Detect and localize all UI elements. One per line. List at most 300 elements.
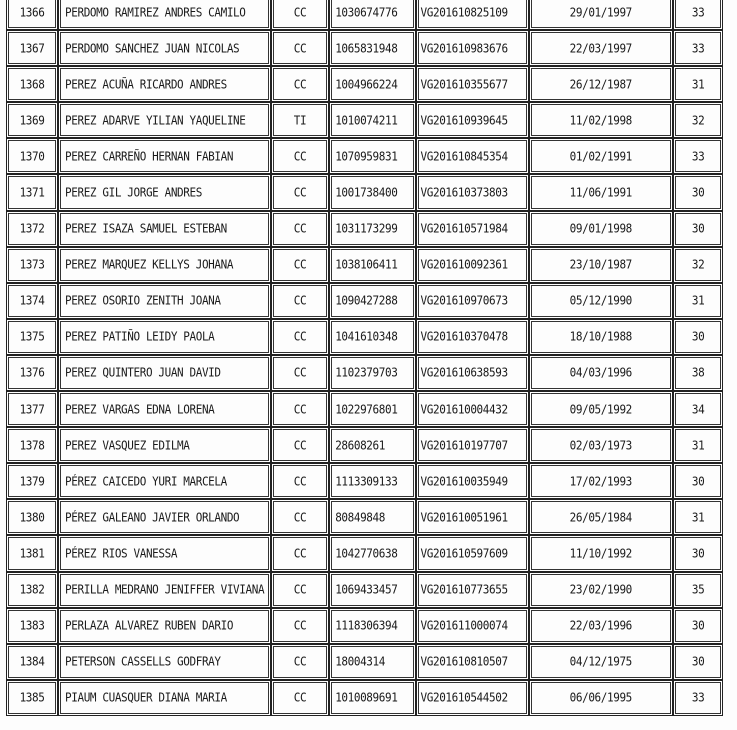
row-number-cell — [6, 102, 58, 138]
full-name-cell-text: PEREZ PATIÑO LEIDY PAOLA — [65, 329, 215, 345]
registration-code-cell-text: VG201610845354 — [420, 148, 508, 164]
registration-code-cell-text: VG201610810507 — [420, 654, 508, 670]
row-number-cell — [6, 66, 58, 102]
birth-date-cell — [529, 608, 673, 644]
page-edge-spacer — [723, 427, 737, 463]
row-number-cell-text: 1367 — [19, 40, 45, 56]
registration-code-cell — [416, 0, 529, 30]
registration-code-cell — [416, 247, 529, 283]
row-number-cell — [6, 355, 58, 391]
row-number-cell-text: 1374 — [19, 293, 45, 309]
full-name-cell-text: PERILLA MEDRANO JENIFFER VIVIANA — [65, 582, 265, 598]
registration-code-cell-text: VG201610373803 — [420, 185, 508, 200]
table-row — [6, 499, 737, 535]
registration-code-cell-text: VG201610035949 — [420, 473, 508, 489]
registration-code-cell — [416, 355, 529, 391]
age-cell-text: 30 — [691, 654, 705, 670]
registration-code-cell — [416, 211, 529, 247]
row-number-cell-text: 1366 — [19, 4, 45, 20]
document-type-cell-text: CC — [293, 365, 307, 381]
table-row — [6, 138, 737, 174]
page-edge-spacer — [723, 463, 737, 499]
row-number-cell-text: 1375 — [19, 329, 45, 345]
row-number-cell — [6, 535, 58, 571]
roster-table — [6, 0, 737, 716]
row-number-cell-text: 1380 — [19, 509, 45, 525]
age-cell-text: 34 — [691, 401, 705, 417]
page-edge-spacer — [723, 644, 737, 680]
page-edge-spacer — [723, 66, 737, 102]
birth-date-cell-text: 29/01/1997 — [569, 4, 632, 20]
row-number-cell — [6, 211, 58, 247]
row-number-cell — [6, 247, 58, 283]
document-number-cell — [329, 0, 415, 30]
age-cell — [673, 247, 724, 283]
full-name-cell — [58, 391, 271, 427]
table-row — [6, 391, 737, 427]
birth-date-cell — [529, 319, 673, 355]
document-number-cell-text: 1042770638 — [335, 545, 398, 561]
document-type-cell — [271, 30, 329, 66]
page-edge-spacer — [723, 283, 737, 319]
document-number-cell — [329, 247, 415, 283]
full-name-cell-text: PERLAZA ALVAREZ RUBEN DARIO — [65, 618, 234, 634]
table-row — [6, 463, 737, 499]
birth-date-cell-text: 04/12/1975 — [569, 654, 632, 670]
document-type-cell-text: CC — [293, 654, 307, 670]
page-edge-spacer — [723, 211, 737, 247]
full-name-cell — [58, 319, 271, 355]
row-number-cell-text: 1382 — [19, 582, 45, 598]
document-number-cell — [329, 463, 415, 499]
birth-date-cell-text: 09/05/1992 — [569, 401, 632, 417]
birth-date-cell — [529, 463, 673, 499]
document-number-cell — [329, 680, 415, 716]
document-type-cell-text: TI — [293, 112, 307, 128]
registration-code-cell — [416, 463, 529, 499]
age-cell-text: 31 — [691, 437, 705, 453]
full-name-cell-text: PEREZ QUINTERO JUAN DAVID — [65, 365, 221, 381]
age-cell — [673, 535, 724, 571]
full-name-cell-text: PEREZ CARREÑO HERNAN FABIAN — [65, 148, 234, 164]
row-number-cell — [6, 283, 58, 319]
document-number-cell-text: 1038106411 — [335, 257, 398, 273]
registration-code-cell-text: VG201610092361 — [420, 257, 508, 273]
document-type-cell-text: CC — [293, 221, 307, 237]
age-cell — [673, 644, 724, 680]
age-cell — [673, 499, 724, 535]
document-type-cell-text: CC — [293, 76, 307, 92]
registration-code-cell-text: VG201610939645 — [420, 112, 508, 128]
document-number-cell-text: 1010074211 — [335, 112, 398, 128]
full-name-cell-text: PERDOMO SANCHEZ JUAN NICOLAS — [65, 40, 240, 56]
age-cell — [673, 463, 724, 499]
registration-code-cell — [416, 608, 529, 644]
row-number-cell-text: 1381 — [19, 545, 45, 561]
document-type-cell — [271, 608, 329, 644]
age-cell — [673, 174, 724, 210]
age-cell — [673, 30, 724, 66]
document-type-cell — [271, 463, 329, 499]
birth-date-cell-text: 11/02/1998 — [569, 112, 632, 128]
document-type-cell-text: CC — [293, 473, 307, 489]
registration-code-cell-text: VG201610004432 — [420, 401, 508, 417]
full-name-cell — [58, 680, 271, 716]
age-cell — [673, 680, 724, 716]
age-cell — [673, 211, 724, 247]
full-name-cell — [58, 427, 271, 463]
registration-code-cell-text: VG201610970673 — [420, 293, 508, 309]
table-row — [6, 283, 737, 319]
registration-code-cell-text: VG201611000074 — [420, 618, 508, 634]
document-type-cell — [271, 66, 329, 102]
full-name-cell-text: PEREZ GIL JORGE ANDRES — [65, 185, 202, 200]
full-name-cell-text: PÉREZ GALEANO JAVIER ORLANDO — [65, 509, 240, 525]
full-name-cell — [58, 211, 271, 247]
document-type-cell-text: CC — [293, 148, 307, 164]
document-number-cell — [329, 138, 415, 174]
birth-date-cell-text: 26/05/1984 — [569, 509, 632, 525]
document-type-cell — [271, 391, 329, 427]
full-name-cell-text: PETERSON CASSELLS GODFRAY — [65, 654, 221, 670]
document-type-cell-text: CC — [293, 4, 307, 20]
row-number-cell-text: 1370 — [19, 148, 45, 164]
full-name-cell-text: PEREZ ACUÑA RICARDO ANDRES — [65, 76, 227, 92]
document-number-cell — [329, 211, 415, 247]
table-row — [6, 572, 737, 608]
age-cell-text: 30 — [691, 329, 705, 345]
full-name-cell — [58, 283, 271, 319]
table-row — [6, 247, 737, 283]
full-name-cell — [58, 66, 271, 102]
page-edge-spacer — [723, 572, 737, 608]
document-number-cell — [329, 66, 415, 102]
registration-code-cell — [416, 66, 529, 102]
document-number-cell — [329, 102, 415, 138]
birth-date-cell-text: 22/03/1996 — [569, 618, 632, 634]
registration-code-cell-text: VG201610355677 — [420, 76, 508, 92]
birth-date-cell — [529, 355, 673, 391]
table-row — [6, 66, 737, 102]
document-number-cell-text: 1090427288 — [335, 293, 398, 309]
birth-date-cell — [529, 0, 673, 30]
row-number-cell-text: 1372 — [19, 221, 45, 237]
registration-code-cell-text: VG201610051961 — [420, 509, 508, 525]
row-number-cell — [6, 174, 58, 210]
row-number-cell-text: 1369 — [19, 112, 45, 128]
document-number-cell-text: 1118306394 — [335, 618, 398, 634]
document-number-cell — [329, 499, 415, 535]
full-name-cell — [58, 644, 271, 680]
document-type-cell-text: CC — [293, 257, 307, 273]
registration-code-cell-text: VG201610571984 — [420, 221, 508, 237]
roster-table-body — [6, 0, 737, 716]
age-cell-text: 32 — [691, 257, 705, 273]
page-edge-spacer — [723, 0, 737, 30]
row-number-cell — [6, 499, 58, 535]
row-number-cell — [6, 680, 58, 716]
document-type-cell — [271, 211, 329, 247]
age-cell-text: 35 — [691, 582, 705, 598]
document-number-cell-text: 18004314 — [335, 654, 385, 670]
registration-code-cell-text: VG201610597609 — [420, 545, 508, 561]
document-number-cell — [329, 391, 415, 427]
birth-date-cell — [529, 102, 673, 138]
age-cell — [673, 0, 724, 30]
row-number-cell — [6, 30, 58, 66]
table-row — [6, 355, 737, 391]
full-name-cell — [58, 535, 271, 571]
document-type-cell-text: CC — [293, 293, 307, 309]
age-cell-text: 30 — [691, 221, 705, 237]
full-name-cell — [58, 499, 271, 535]
row-number-cell-text: 1385 — [19, 690, 45, 706]
document-number-cell-text: 1001738400 — [335, 185, 398, 200]
birth-date-cell-text: 05/12/1990 — [569, 293, 632, 309]
document-type-cell-text: CC — [293, 509, 307, 525]
table-row — [6, 0, 737, 30]
registration-code-cell — [416, 283, 529, 319]
row-number-cell — [6, 463, 58, 499]
document-type-cell — [271, 138, 329, 174]
document-number-cell-text: 80849848 — [335, 509, 385, 525]
page-edge-spacer — [723, 319, 737, 355]
registration-code-cell — [416, 102, 529, 138]
page-edge-spacer — [723, 247, 737, 283]
age-cell — [673, 102, 724, 138]
registration-code-cell — [416, 499, 529, 535]
page-edge-spacer — [723, 499, 737, 535]
row-number-cell-text: 1368 — [19, 76, 45, 92]
registration-code-cell-text: VG201610544502 — [420, 690, 508, 706]
document-number-cell — [329, 608, 415, 644]
document-type-cell — [271, 680, 329, 716]
document-number-cell-text: 1022976801 — [335, 401, 398, 417]
full-name-cell — [58, 463, 271, 499]
birth-date-cell-text: 26/12/1987 — [569, 76, 632, 92]
row-number-cell-text: 1383 — [19, 618, 45, 634]
full-name-cell — [58, 608, 271, 644]
birth-date-cell-text: 09/01/1998 — [569, 221, 632, 237]
age-cell-text: 33 — [691, 4, 705, 20]
full-name-cell-text: PEREZ MARQUEZ KELLYS JOHANA — [65, 257, 234, 273]
birth-date-cell-text: 22/03/1997 — [569, 40, 632, 56]
table-row — [6, 680, 737, 716]
document-number-cell-text: 1070959831 — [335, 148, 398, 164]
registration-code-cell — [416, 174, 529, 210]
full-name-cell — [58, 355, 271, 391]
age-cell — [673, 138, 724, 174]
document-type-cell — [271, 535, 329, 571]
document-type-cell — [271, 644, 329, 680]
age-cell — [673, 427, 724, 463]
age-cell — [673, 391, 724, 427]
registration-code-cell — [416, 138, 529, 174]
full-name-cell — [58, 174, 271, 210]
table-row — [6, 174, 737, 210]
page-edge-spacer — [723, 680, 737, 716]
table-row — [6, 211, 737, 247]
row-number-cell — [6, 572, 58, 608]
document-number-cell — [329, 644, 415, 680]
age-cell — [673, 319, 724, 355]
row-number-cell-text: 1377 — [19, 401, 45, 417]
row-number-cell-text: 1379 — [19, 473, 45, 489]
document-type-cell-text: CC — [293, 618, 307, 634]
age-cell — [673, 66, 724, 102]
row-number-cell-text: 1373 — [19, 257, 45, 273]
birth-date-cell — [529, 391, 673, 427]
document-number-cell — [329, 174, 415, 210]
age-cell-text: 33 — [691, 690, 705, 706]
document-number-cell — [329, 30, 415, 66]
birth-date-cell — [529, 499, 673, 535]
full-name-cell-text: PÉREZ CAICEDO YURI MARCELA — [65, 473, 227, 489]
registration-code-cell-text: VG201610825109 — [420, 4, 508, 20]
document-number-cell — [329, 572, 415, 608]
document-number-cell-text: 28608261 — [335, 437, 385, 453]
full-name-cell — [58, 0, 271, 30]
birth-date-cell — [529, 427, 673, 463]
row-number-cell — [6, 427, 58, 463]
row-number-cell — [6, 0, 58, 30]
document-type-cell — [271, 102, 329, 138]
birth-date-cell-text: 01/02/1991 — [569, 148, 632, 164]
row-number-cell — [6, 644, 58, 680]
age-cell-text: 31 — [691, 76, 705, 92]
age-cell-text: 30 — [691, 545, 705, 561]
row-number-cell-text: 1378 — [19, 437, 45, 453]
birth-date-cell — [529, 283, 673, 319]
row-number-cell — [6, 319, 58, 355]
age-cell-text: 31 — [691, 509, 705, 525]
birth-date-cell-text: 17/02/1993 — [569, 473, 632, 489]
birth-date-cell — [529, 247, 673, 283]
birth-date-cell-text: 23/10/1987 — [569, 257, 632, 273]
birth-date-cell — [529, 644, 673, 680]
document-number-cell — [329, 283, 415, 319]
document-number-cell-text: 1102379703 — [335, 365, 398, 381]
registration-code-cell — [416, 535, 529, 571]
full-name-cell — [58, 247, 271, 283]
document-type-cell — [271, 572, 329, 608]
age-cell-text: 33 — [691, 40, 705, 56]
row-number-cell — [6, 391, 58, 427]
page-edge-spacer — [723, 608, 737, 644]
document-type-cell-text: CC — [293, 437, 307, 453]
document-number-cell-text: 1069433457 — [335, 582, 398, 598]
registration-code-cell — [416, 680, 529, 716]
age-cell — [673, 283, 724, 319]
full-name-cell — [58, 572, 271, 608]
full-name-cell-text: PÉREZ RIOS VANESSA — [65, 545, 178, 561]
document-number-cell — [329, 355, 415, 391]
age-cell — [673, 355, 724, 391]
page-edge-spacer — [723, 355, 737, 391]
document-number-cell — [329, 535, 415, 571]
age-cell — [673, 608, 724, 644]
birth-date-cell — [529, 572, 673, 608]
table-row — [6, 535, 737, 571]
birth-date-cell-text: 04/03/1996 — [569, 365, 632, 381]
birth-date-cell-text: 18/10/1988 — [569, 329, 632, 345]
age-cell-text: 30 — [691, 473, 705, 489]
birth-date-cell-text: 23/02/1990 — [569, 582, 632, 598]
document-number-cell-text: 1041610348 — [335, 329, 398, 345]
birth-date-cell — [529, 174, 673, 210]
table-row — [6, 644, 737, 680]
birth-date-cell-text: 11/06/1991 — [569, 185, 632, 200]
document-type-cell-text: CC — [293, 40, 307, 56]
document-type-cell — [271, 283, 329, 319]
full-name-cell — [58, 138, 271, 174]
age-cell — [673, 572, 724, 608]
document-number-cell-text: 1010089691 — [335, 690, 398, 706]
document-type-cell — [271, 499, 329, 535]
row-number-cell — [6, 138, 58, 174]
registration-code-cell-text: VG201610638593 — [420, 365, 508, 381]
document-type-cell-text: CC — [293, 545, 307, 561]
document-type-cell — [271, 319, 329, 355]
document-type-cell-text: CC — [293, 690, 307, 706]
document-number-cell-text: 1113309133 — [335, 473, 398, 489]
birth-date-cell — [529, 30, 673, 66]
page-edge-spacer — [723, 174, 737, 210]
document-type-cell-text: CC — [293, 185, 307, 200]
birth-date-cell-text: 02/03/1973 — [569, 437, 632, 453]
document-number-cell — [329, 319, 415, 355]
page-edge-spacer — [723, 138, 737, 174]
full-name-cell-text: PEREZ VASQUEZ EDILMA — [65, 437, 190, 453]
document-type-cell — [271, 427, 329, 463]
birth-date-cell — [529, 535, 673, 571]
full-name-cell-text: PEREZ OSORIO ZENITH JOANA — [65, 293, 221, 309]
row-number-cell-text: 1376 — [19, 365, 45, 381]
full-name-cell — [58, 30, 271, 66]
document-type-cell-text: CC — [293, 401, 307, 417]
row-number-cell-text: 1384 — [19, 654, 45, 670]
age-cell-text: 31 — [691, 293, 705, 309]
page-edge-spacer — [723, 391, 737, 427]
registration-code-cell — [416, 319, 529, 355]
registration-code-cell — [416, 391, 529, 427]
age-cell-text: 32 — [691, 112, 705, 128]
table-row — [6, 427, 737, 463]
document-number-cell-text: 1030674776 — [335, 4, 398, 20]
full-name-cell-text: PEREZ ADARVE YILIAN YAQUELINE — [65, 112, 246, 128]
birth-date-cell-text: 06/06/1995 — [569, 690, 632, 706]
document-number-cell-text: 1065831948 — [335, 40, 398, 56]
table-row — [6, 102, 737, 138]
row-number-cell-text: 1371 — [19, 185, 45, 200]
full-name-cell — [58, 102, 271, 138]
document-type-cell — [271, 174, 329, 210]
full-name-cell-text: PEREZ VARGAS EDNA LORENA — [65, 401, 215, 417]
age-cell-text: 38 — [691, 365, 705, 381]
document-type-cell-text: CC — [293, 329, 307, 345]
birth-date-cell — [529, 66, 673, 102]
row-number-cell — [6, 608, 58, 644]
registration-code-cell-text: VG201610197707 — [420, 437, 508, 453]
birth-date-cell — [529, 211, 673, 247]
document-number-cell-text: 1031173299 — [335, 221, 398, 237]
table-row — [6, 608, 737, 644]
age-cell-text: 30 — [691, 618, 705, 634]
age-cell-text: 30 — [691, 185, 705, 200]
document-type-cell — [271, 355, 329, 391]
full-name-cell-text: PEREZ ISAZA SAMUEL ESTEBAN — [65, 221, 227, 237]
page-edge-spacer — [723, 535, 737, 571]
